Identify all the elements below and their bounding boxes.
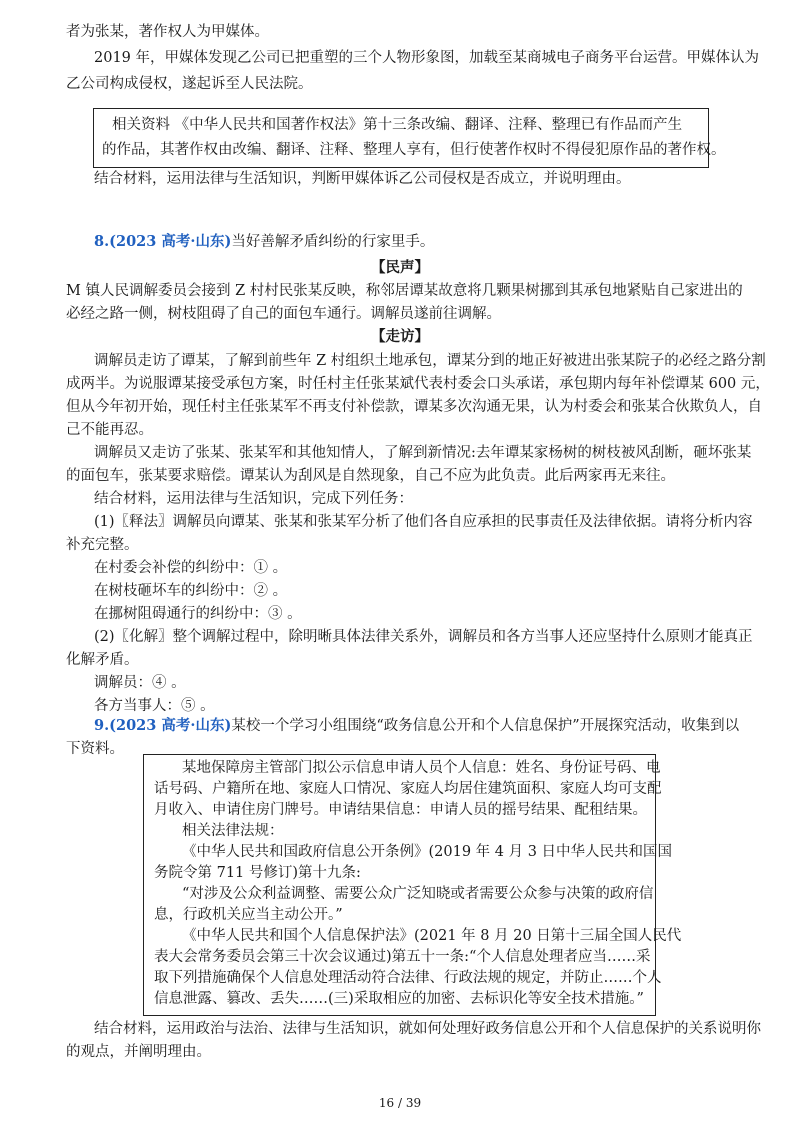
subtask-line: 补充完整。 [66,537,139,553]
material-line: 月收入、申请住房门牌号。申请结果信息：申请人员的摇号结果、配租结果。 [154,802,647,818]
page-number: 16 / 39 [378,1096,422,1110]
paragraph-line: 的面包车，张某要求赔偿。谭某认为刮风是自然现象，自己不应为此负责。此后两家再无来往。 [66,468,675,484]
material-line: 信息泄露、篡改、丢失……(三)采取相应的加密、去标识化等安全技术措施。” [154,991,644,1007]
material-line: 《中华人民共和国政府信息公开条例》(2019 年 4 月 3 日中华人民共和国国 [182,844,673,860]
answer-blank: 调解员：④ 。 [94,675,186,691]
question-9-task: 的观点，并阐明理由。 [66,1044,211,1060]
answer-blank: 在挪树阻碍通行的纠纷中：③ 。 [94,606,302,622]
question-7-task: 结合材料，运用法律与生活知识，判断甲媒体诉乙公司侵权是否成立，并说明理由。 [94,171,631,187]
question-number: 8. [94,233,110,250]
material-line: 话号码、户籍所在地、家庭人口情况、家庭人均居住建筑面积、家庭人均可支配 [154,781,662,797]
material-line: 取下列措施确保个人信息处理活动符合法律、行政法规的规定，并防止……个人 [154,970,662,986]
paragraph-line: 成两半。为说服谭某接受承包方案，时任村主任张某斌代表村委会口头承诺，承包期内每年补偿谭某 600 元， [66,376,770,392]
subtask-line: (1)〖释法〗调解员向谭某、张某和张某军分析了他们各自应承担的民事责任及法律依据。请将分析内容 [94,514,753,530]
reference-line: 相关资料 《中华人民共和国著作权法》第十三条改编、翻译、注释、整理已有作品而产生 [112,117,683,133]
subtask-line: (2)〖化解〗整个调解过程中，除明晰具体法律关系外，调解员和各方当事人还应坚持什么原则才能真正 [94,629,753,645]
question-9-task: 结合材料，运用政治与法治、法律与生活知识，就如何处理好政务信息公开和个人信息保护的关系说明你 [94,1021,761,1037]
answer-blank: 在树枝砸坏车的纠纷中：② 。 [94,583,288,599]
question-number: 9. [94,717,110,734]
paragraph-line: 必经之路一侧，树枝阻碍了自己的面包车通行。调解员遂前往调解。 [66,306,501,322]
paragraph-line: 调解员走访了谭某，了解到前些年 Z 村组织土地承包，谭某分到的地正好被进出张某院子的必经之路分割 [94,353,766,369]
question-8-heading [94,231,434,253]
material-box [143,754,682,1016]
reference-material-box [93,108,726,168]
question-intro: 某校一个学习小组围绕“政务信息公开和个人信息保护”开展探究活动，收集到以 [231,718,740,734]
intro-line: 者为张某，著作权人为甲媒体。 [66,24,269,40]
material-line: 相关法律法规： [182,823,284,839]
answer-blank: 在村委会补偿的纠纷中：① 。 [94,560,288,576]
section-heading-zoufang: 【走访】 [371,328,429,345]
material-line: 某地保障房主管部门拟公示信息申请人员个人信息：姓名、身份证号码、电 [182,760,661,776]
material-line: 务院令第 711 号修订)第十九条: [154,865,361,881]
section-heading-minsheng: 【民声】 [371,259,429,276]
reference-line: 的作品，其著作权由改编、翻译、注释、整理人享有，但行使著作权时不得侵犯原作品的著作权。 [102,142,726,158]
question-intro-line: 下资料。 [66,741,124,757]
question-source: (2023 高考·山东) [109,233,232,250]
material-line: 表大会常务委员会第三十次会议通过)第五十一条:“个人信息处理者应当……采 [154,949,651,965]
subtask-line: 化解矛盾。 [66,652,139,668]
question-source: (2023 高考·山东) [109,717,232,734]
paragraph-line: 调解员又走访了张某、张某军和其他知情人，了解到新情况:去年谭某家杨树的树枝被风刮断，砸坏张某 [94,445,752,461]
answer-blank: 各方当事人：⑤ 。 [94,698,215,714]
question-9-heading [94,715,739,737]
material-line: 息，行政机关应当主动公开。” [154,907,343,923]
intro-line: 乙公司构成侵权，遂起诉至人民法院。 [66,76,313,92]
paragraph-line: M 镇人民调解委员会接到 Z 村村民张某反映，称邻居谭某故意将几颗果树挪到其承包地紧贴自己家进出的 [66,283,743,299]
paragraph-line: 己不能再忍。 [66,422,153,438]
question-title: 当好善解矛盾纠纷的行家里手。 [231,234,435,250]
paragraph-line: 但从今年初开始，现任村主任张某军不再支付补偿款，谭某多次沟通无果，认为村委会和张某合伙欺负人，自 [66,399,762,415]
intro-line: 2019 年，甲媒体发现乙公司已把重塑的三个人物形象图，加载至某商城电子商务平台运营。甲媒体认为 [94,50,760,66]
material-line: “对涉及公众利益调整、需要公众广泛知晓或者需要公众参与决策的政府信 [182,886,654,902]
material-line: 《中华人民共和国个人信息保护法》(2021 年 8 月 20 日第十三届全国人民代 [182,928,682,944]
task-instruction: 结合材料，运用法律与生活知识，完成下列任务： [94,491,413,507]
